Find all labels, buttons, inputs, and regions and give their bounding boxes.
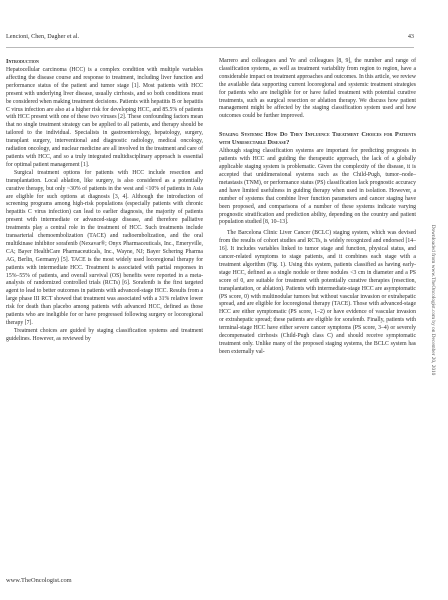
- body-paragraph: The Barcelona Clinic Liver Cancer (BCLC) staging system, which was devised from the results of cohort studies and RCTs, is widely recognized and endorsed [14–16]. It includes variables linked to tumor stage and function, physical status, and cancer-related symptoms to stage patients, and it combines each stage with a treatment algorithm (Fig. 1). Using this system, patients classified as having early-stage HCC, defined as a single nodule or three nodules <3 cm in diameter and a PS score of 0, are suitable for treatment with potentially curative therapies (resection, transplantation, or ablation). Patients with intermediate-stage HCC are asymptomatic (PS score, 0) with multinodular tumors but without vascular invasion or extrahepatic spread, and are eligible for locoregional therapy (TACE). Those with advanced-stage HCC are either symptomatic (PS score, 1–2) or have evidence of vascular invasion or extrahepatic spread; these patients are eligible for sorafenib. Finally, patients with terminal-stage HCC have either severe cancer symptoms (PS score, 3–4) or severely decompensated cirrhosis (Child-Pugh class C) and should receive symptomatic treatment only. Unlike many of the proposed staging systems, the BCLC system has been externally val-: [219, 230, 416, 355]
- body-paragraph: Treatment choices are guided by staging classification systems and treatment guidelines. However, as reviewed by: [6, 327, 203, 342]
- journal-website-link[interactable]: www.TheOncologist.com: [6, 577, 72, 584]
- body-paragraph: Hepatocellular carcinoma (HCC) is a complex condition with multiple variables affecting the disease course and response to treatment, including liver function and performance status of the patient and tumor stage [1]. Most patients with HCC present with underlying liver disease, usually cirrhosis, and so both conditions must be considered when making treatment decisions. Patients with hepatitis B or hepatitis C virus infection are also at a higher risk for developing HCC, and 85.5% of patients with HCC present with one of these two viruses [2]. These confounding factors mean that no single treatment strategy can be applied to all patients, and therapy should be tailored to the individual. Specialists in gastroenterology, hepatology, surgery, transplant surgery, interventional and diagnostic radiology, medical oncology, radiation oncology, and nuclear medicine are all involved in the treatment and care of patients with HCC, and so a truly integrated multidisciplinary approach is essential for optimal patient management [1].: [6, 67, 203, 168]
- page-number: 43: [407, 33, 414, 40]
- body-paragraph: Marrero and colleagues and Ye and colleagues [8, 9], the number and range of classification systems, as well as treatment variability from region to region, have a considerable impact on treatment approaches and outcomes. In this article, we review the available data supporting current locoregional and systemic treatment strategies for patients who are ineligible for or have failed treatment with potential curative treatments, such as surgical resection or ablation therapy. We discuss how patient management might be affected by the staging classification system used and how outcomes could be further improved.: [219, 58, 416, 120]
- download-watermark-text: Downloaded from www.TheOncologist.com by on December 20, 2010: [430, 224, 436, 376]
- section-heading-introduction: Introduction: [6, 58, 39, 65]
- body-paragraph: Surgical treatment options for patients with HCC include resection and transplantation. Local ablation, like surgery, is also considered as a potentially curative therapy, but only ~30% of patients in the west and <10% of patients in Asia are eligible for such options at diagnosis [3, 4]. Although the introduction of screening programs among high-risk populations (especially patients with chronic hepatitis C virus infection) can lead to earlier diagnosis, the majority of patients present with intermediate or advanced-stage disease, and therefore palliative treatments play a central role in the treatment of HCC. Such treatments include transarterial chemoembolization (TACE) and radioembolization, and the oral multikinase inhibitor sorafenib (Nexavar®; Onyx Pharmaceuticals, Inc., Emeryville, CA; Bayer HealthCare Pharmaceuticals, Inc., Wayne, NJ; Bayer Schering Pharma AG, Berlin, Germany) [5]. TACE is the most widely used locoregional therapy for patients with intermediate HCC. Treatment is associated with partial responses in 15%–55% of patients, and overall survival (OS) benefits were reported in a meta-analysis of randomized controlled trials (RCTs) [6]. Sorafenib is the first targeted agent to lead to better outcomes in patients with advanced-stage HCC. Results from a large phase III RCT showed that treatment was associated with a 31% relative lower risk for death than placebo among patients with advanced HCC, defined as those patients who are ineligible for or have progressed following surgery or locoregional therapy [7].: [6, 169, 203, 326]
- header-rule: [6, 47, 414, 48]
- left-column: [6, 58, 203, 344]
- running-header: [6, 33, 414, 45]
- section-heading-staging-systems: Staging Systems: How Do They Influence Treatment Choices for Patients with Unresectable Disease?: [219, 131, 416, 147]
- body-paragraph: Although staging classification systems are important for predicting prognosis in patients with HCC and guiding the therapeutic approach, the lack of a globally applicable staging system is problematic. Given the complexity of the disease, it is accepted that unidimensional systems such as the Child-Pugh, tumor–node–metastasis (TNM), or performance status (PS) classification lack prognostic accuracy and have limited usefulness in guiding therapy when used in isolation. However, a number of systems that combine liver function parameters and cancer staging have been proposed, and comparisons of a number of these systems indicate varying prognostic stratification and prediction ability, depending on the country and patient population studied [8, 10–13].: [219, 148, 416, 226]
- right-column: [219, 58, 416, 357]
- running-head-authors: Lencioni, Chen, Dagher et al.: [6, 33, 80, 40]
